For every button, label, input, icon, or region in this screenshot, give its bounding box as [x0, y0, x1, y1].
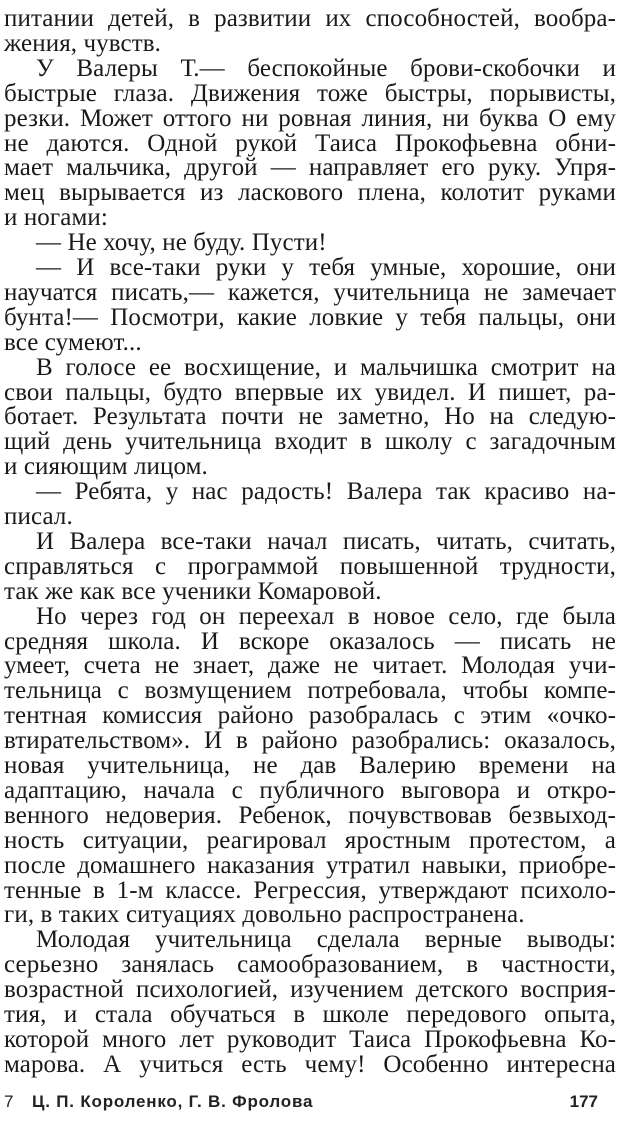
text-line: свои пальцы, будто впервые их увидел. И пишет, ра-	[4, 378, 616, 406]
text-line: — Не хочу, не буду. Пусти!	[36, 229, 327, 257]
text-line: которой много лет руководит Таиса Прокофьевна Ко-	[4, 1025, 616, 1053]
text-line: мает мальчика, другой — направляет его руку. Упря-	[4, 154, 616, 182]
text-line: Но через год он переехал в новое село, где была	[36, 602, 616, 630]
text-line: ботает. Результата почти не заметно, Но на следую-	[4, 403, 616, 431]
text-line: тельница с возмущением потребовала, чтобы компе-	[4, 677, 616, 705]
text-line: И Валера все-таки начал писать, читать, считать,	[36, 527, 616, 555]
text-line: быстрые глаза. Движения тоже быстры, порывисты,	[4, 79, 616, 107]
text-line: марова. А учиться есть чему! Особенно интересна	[4, 1050, 616, 1078]
text-line: В голосе ее восхищение, и мальчишка смотрит на	[36, 353, 616, 381]
page-footer	[0, 1092, 620, 1116]
text-line: мец вырывается из ласкового плена, колотит руками	[4, 179, 616, 207]
text-line: умеет, счета не знает, даже не читает. Молодая учи-	[4, 652, 616, 680]
text-line: научатся писать,— кажется, учительница не замечает	[4, 278, 616, 306]
text-line: и сияющим лицом.	[4, 453, 208, 481]
page-number: 177	[569, 1092, 598, 1111]
text-line: справляться с программой повышенной трудности,	[4, 552, 616, 580]
text-line: тентная комиссия районо разобралась с этим «очко-	[4, 702, 616, 730]
text-line: все сумеют...	[4, 328, 142, 356]
text-line: новая учительница, не дав Валерию времени на	[4, 752, 616, 779]
text-line: ность ситуации, реагировал яростным протестом, а	[4, 826, 616, 854]
text-line: серьезно занялась самообразованием, в частности,	[4, 951, 616, 979]
text-line: тия, и стала обучаться в школе передового опыта,	[4, 1001, 616, 1028]
text-line: после домашнего наказания утратил навыки, приобре-	[4, 851, 616, 879]
text-line: адаптацию, начала с публичного выговора и откро-	[4, 776, 616, 804]
text-line: средняя школа. И вскоре оказалось — писать не	[4, 627, 616, 655]
text-line: щий день учительница входит в школу с загадочным	[4, 428, 616, 456]
text-line: венного недоверия. Ребенок, почувствовав безвыход-	[4, 801, 616, 829]
text-line: ги, в таких ситуациях довольно распространена.	[4, 901, 525, 929]
text-line: У Валеры Т.— беспокойные брови-скобочки и	[36, 54, 616, 82]
text-line: Молодая учительница сделала верные выводы:	[36, 926, 616, 954]
text-line: писал.	[4, 503, 73, 530]
text-line: и ногами:	[4, 204, 108, 232]
text-line: втирательством». И в районо разобрались: оказалось,	[4, 727, 616, 755]
text-line: возрастной психологией, изучением детского восприя-	[4, 976, 616, 1004]
text-line: бунта!— Посмотри, какие ловкие у тебя пальцы, они	[4, 303, 616, 331]
text-line: жения, чувств.	[4, 29, 162, 57]
text-line: — И все-таки руки у тебя умные, хорошие, они	[36, 254, 616, 281]
running-footer-authors: Ц. П. Короленко, Г. В. Фролова	[32, 1092, 314, 1111]
text-line: — Ребята, у нас радость! Валера так красиво на-	[36, 478, 616, 506]
text-line: резки. Может оттого ни ровная линия, ни буква О ему	[4, 104, 616, 132]
text-line: не даются. Одной рукой Таиса Прокофьевна обни-	[4, 129, 616, 157]
text-line: тенные в 1-м классе. Регрессия, утверждают психоло-	[4, 876, 616, 904]
text-line: питании детей, в развитии их способностей, вообра-	[4, 5, 616, 32]
signature-mark: 7	[4, 1092, 14, 1111]
text-line: так же как все ученики Комаровой.	[4, 577, 382, 605]
